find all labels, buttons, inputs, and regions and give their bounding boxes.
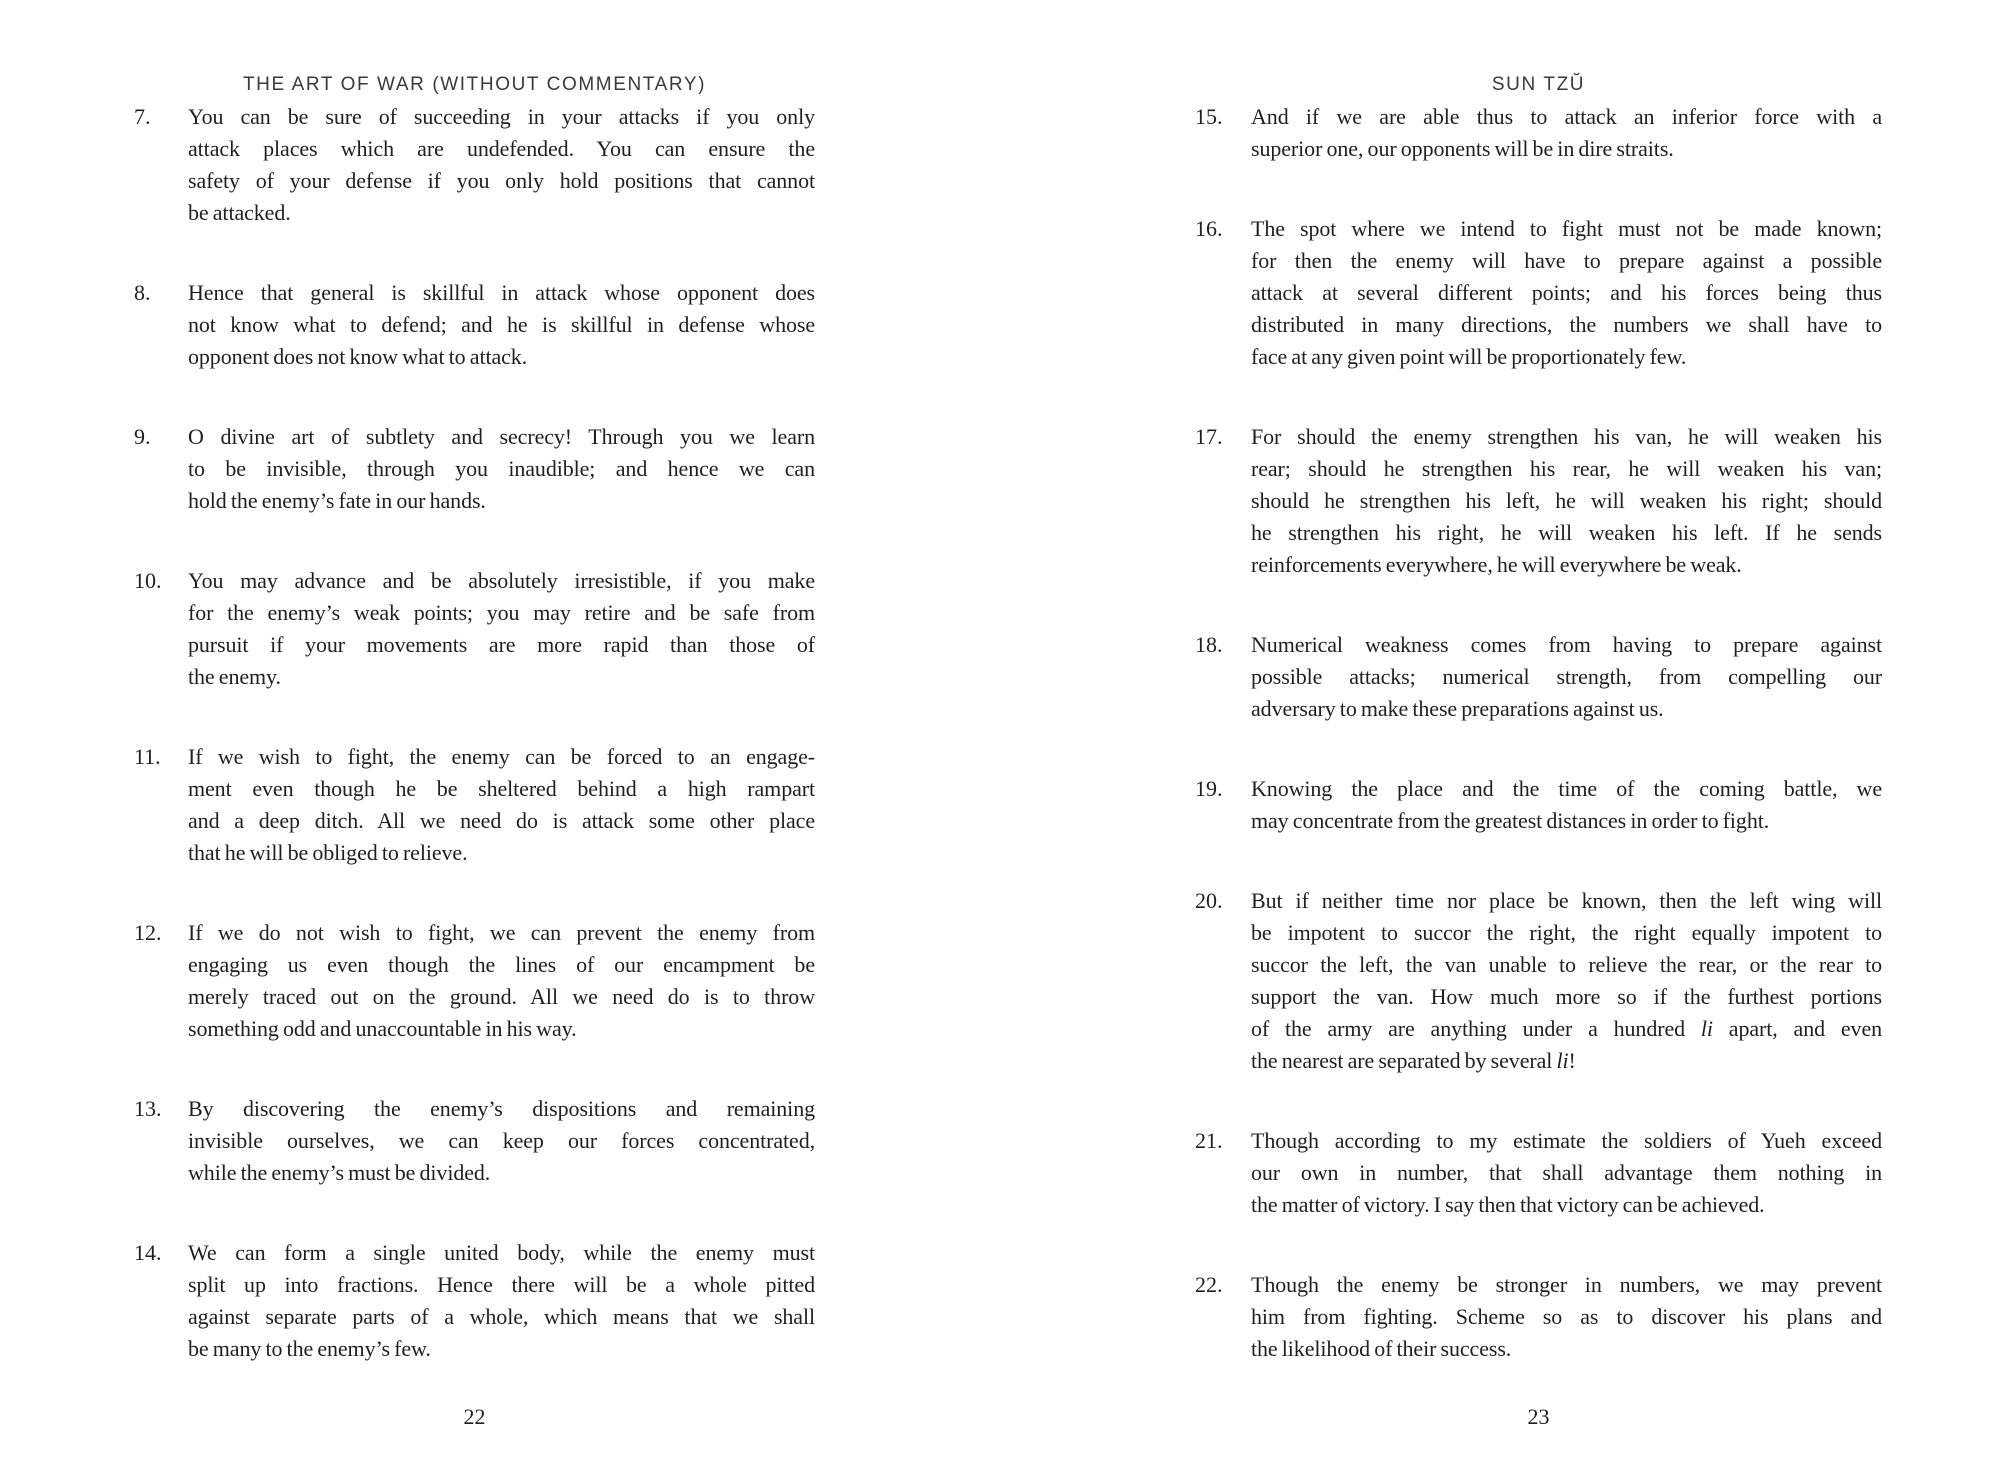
text-line: invisible ourselves, we can keep our forces concentrated,: [188, 1128, 815, 1153]
text-line: be attacked.: [188, 200, 291, 225]
item-number: 7.: [134, 104, 151, 129]
text-line: while the enemy’s must be divided.: [188, 1160, 491, 1185]
item-list-left: [134, 101, 815, 1413]
item-number: 18.: [1195, 632, 1223, 657]
text-line: the likelihood of their success.: [1251, 1336, 1512, 1361]
item-text: [1251, 1125, 1882, 1221]
text-line: distributed in many directions, the numbers we shall have to: [1251, 312, 1882, 337]
text-segment: the nearest are separated by several: [1251, 1048, 1557, 1073]
text-line: rear; should he strengthen his rear, he will weaken his van;: [1251, 456, 1882, 481]
item-number: 17.: [1195, 424, 1223, 449]
text-line: against separate parts of a whole, which means that we shall: [188, 1304, 815, 1329]
text-line: And if we are able thus to attack an inferior force with a: [1251, 104, 1882, 129]
item-text: [1251, 421, 1882, 581]
item-number: 22.: [1195, 1272, 1223, 1297]
text-line: split up into fractions. Hence there will be a whole pitted: [188, 1272, 815, 1297]
list-item: [134, 565, 815, 693]
item-number: 15.: [1195, 104, 1223, 129]
text-line: the matter of victory. I say then that victory can be achieved.: [1251, 1192, 1765, 1217]
item-number: 14.: [134, 1240, 162, 1265]
text-line: may concentrate from the greatest distances in order to fight.: [1251, 808, 1770, 833]
text-line: Numerical weakness comes from having to prepare against: [1251, 632, 1882, 657]
text-line: The spot where we intend to fight must not be made known;: [1251, 216, 1882, 241]
text-line: should he strengthen his left, he will weaken his right; should: [1251, 488, 1882, 513]
text-line: to be invisible, through you inaudible; and hence we can: [188, 456, 815, 481]
text-line: not know what to defend; and he is skillful in defense whose: [188, 312, 815, 337]
item-number: 11.: [134, 744, 161, 769]
text-line: adversary to make these preparations against us.: [1251, 696, 1664, 721]
list-item: [1195, 421, 1882, 581]
text-line: You can be sure of succeeding in your attacks if you only: [188, 104, 815, 129]
item-text: [1251, 773, 1882, 837]
item-text: [188, 1093, 815, 1189]
list-item: [134, 101, 815, 229]
page-left: [134, 0, 815, 1474]
item-list-right: [1195, 101, 1882, 1413]
item-number: 10.: [134, 568, 162, 593]
text-line: our own in number, that shall advantage them nothing in: [1251, 1160, 1882, 1185]
item-text: [188, 917, 815, 1045]
page-number-left: 22: [463, 1404, 486, 1429]
list-item: [134, 741, 815, 869]
list-item: [134, 277, 815, 373]
text-segment: of the army are anything under a hundred: [1251, 1016, 1701, 1041]
running-head-left: THE ART OF WAR (WITHOUT COMMENTARY): [242, 74, 707, 95]
item-number: 21.: [1195, 1128, 1223, 1153]
running-head-right: SUN TZŬ: [1491, 74, 1586, 95]
list-item: [1195, 1125, 1882, 1221]
text-line: attack at several different points; and his forces being thus: [1251, 280, 1882, 305]
text-line: For should the enemy strengthen his van, he will weaken his: [1251, 424, 1882, 449]
text-line: hold the enemy’s fate in our hands.: [188, 488, 486, 513]
text-line: him from fighting. Scheme so as to discover his plans and: [1251, 1304, 1882, 1329]
item-number: 13.: [134, 1096, 162, 1121]
list-item: [1195, 773, 1882, 837]
item-number: 8.: [134, 280, 151, 305]
text-line: something odd and unaccountable in his way.: [188, 1016, 577, 1041]
text-segment: !: [1568, 1048, 1576, 1073]
item-number: 9.: [134, 424, 151, 449]
item-text: [188, 421, 815, 517]
text-line: support the van. How much more so if the furthest portions: [1251, 984, 1882, 1009]
text-line: We can form a single united body, while the enemy must: [188, 1240, 815, 1265]
item-text: [188, 565, 815, 693]
text-line: he strengthen his right, he will weaken his left. If he sends: [1251, 520, 1882, 545]
item-text: [188, 741, 815, 869]
list-item: [1195, 885, 1882, 1077]
text-line: that he will be obliged to relieve.: [188, 840, 468, 865]
text-line: [1251, 1013, 1882, 1045]
text-line: be impotent to succor the right, the right equally impotent to: [1251, 920, 1882, 945]
list-item: [1195, 101, 1882, 165]
list-item: [1195, 213, 1882, 373]
text-line: If we do not wish to fight, we can prevent the enemy from: [188, 920, 815, 945]
item-text: [188, 277, 815, 373]
italic-term: li: [1700, 1016, 1713, 1041]
text-line: But if neither time nor place be known, then the left wing will: [1251, 888, 1882, 913]
page-number-right: 23: [1527, 1404, 1550, 1429]
item-number: 16.: [1195, 216, 1223, 241]
text-line: Though according to my estimate the soldiers of Yueh exceed: [1251, 1128, 1882, 1153]
text-line: Hence that general is skillful in attack whose opponent does: [188, 280, 815, 305]
text-line: O divine art of subtlety and secrecy! Through you we learn: [188, 424, 815, 449]
item-number: 20.: [1195, 888, 1223, 913]
list-item: [134, 917, 815, 1045]
item-text: [1251, 101, 1882, 165]
text-line: Though the enemy be stronger in numbers, we may prevent: [1251, 1272, 1882, 1297]
page-right: [1195, 0, 1882, 1474]
list-item: [1195, 1269, 1882, 1365]
item-text: [1251, 885, 1882, 1077]
text-line: possible attacks; numerical strength, from compelling our: [1251, 664, 1882, 689]
list-item: [134, 1237, 815, 1365]
item-text: [1251, 213, 1882, 373]
item-text: [188, 101, 815, 229]
item-text: [1251, 1269, 1882, 1365]
text-line: the enemy.: [188, 664, 281, 689]
text-line: pursuit if your movements are more rapid than those of: [188, 632, 815, 657]
text-line: merely traced out on the ground. All we need do is to throw: [188, 984, 815, 1009]
text-line: ment even though he be sheltered behind a high rampart: [188, 776, 815, 801]
text-line: for then the enemy will have to prepare against a possible: [1251, 248, 1882, 273]
list-item: [1195, 629, 1882, 725]
text-line: You may advance and be absolutely irresistible, if you make: [188, 568, 815, 593]
text-line: If we wish to fight, the enemy can be forced to an engage-: [188, 744, 815, 769]
text-line: engaging us even though the lines of our encampment be: [188, 952, 815, 977]
item-number: 19.: [1195, 776, 1223, 801]
text-line: be many to the enemy’s few.: [188, 1336, 431, 1361]
item-text: [1251, 629, 1882, 725]
text-line: and a deep ditch. All we need do is attack some other place: [188, 808, 815, 833]
item-number: 12.: [134, 920, 162, 945]
text-line: opponent does not know what to attack.: [188, 344, 528, 369]
italic-term: li: [1556, 1048, 1569, 1073]
item-text: [188, 1237, 815, 1365]
text-line: By discovering the enemy’s dispositions and remaining: [188, 1096, 815, 1121]
text-line: superior one, our opponents will be in dire straits.: [1251, 136, 1674, 161]
text-line: face at any given point will be proportionately few.: [1251, 344, 1687, 369]
text-line: reinforcements everywhere, he will everywhere be weak.: [1251, 552, 1742, 577]
text-line: safety of your defense if you only hold positions that cannot: [188, 168, 815, 193]
text-line: attack places which are undefended. You can ensure the: [188, 136, 815, 161]
text-segment: apart, and even: [1712, 1016, 1883, 1041]
list-item: [134, 421, 815, 517]
text-line: Knowing the place and the time of the coming battle, we: [1251, 776, 1882, 801]
text-line: [1251, 1045, 1882, 1077]
text-line: succor the left, the van unable to relieve the rear, or the rear to: [1251, 952, 1882, 977]
list-item: [134, 1093, 815, 1189]
text-line: for the enemy’s weak points; you may retire and be safe from: [188, 600, 815, 625]
